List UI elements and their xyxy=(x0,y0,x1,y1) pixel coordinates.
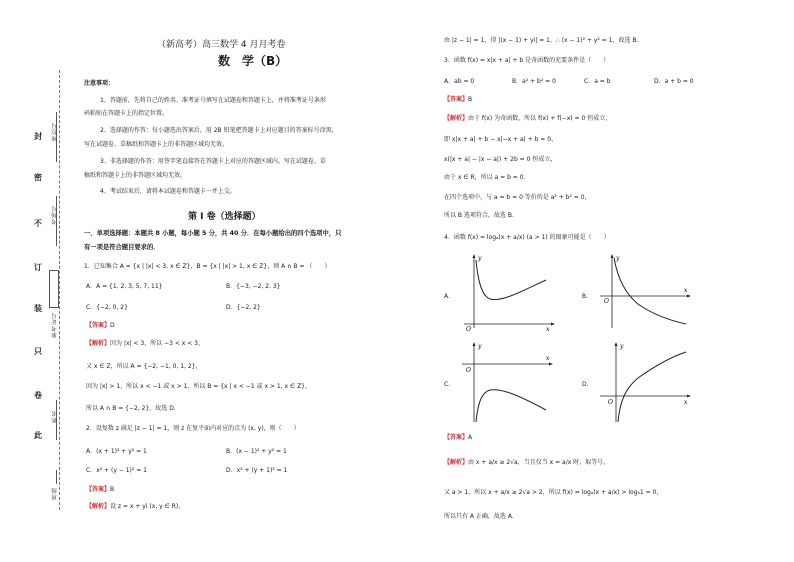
seat-number-line xyxy=(56,112,57,162)
section-intro: 一、单项选择题：本题共 8 小题，每小题 5 分，共 40 分．在每小题给出的四个选项中，只 xyxy=(84,230,342,237)
q4-answer xyxy=(444,434,472,442)
notes-item: 码粘贴在答题卡上的指定位置。 xyxy=(84,110,169,117)
binding-char: 不 xyxy=(34,219,42,228)
q1-answer xyxy=(86,322,115,330)
answer-tag: 【答案】 xyxy=(444,96,469,103)
q2-solution-cont: 由 |z − 1| = 1，得 |(x − 1) + yi| = 1，∴ (x − 1)² + y² = 1，故选 B． xyxy=(444,37,643,44)
q4-solution-line: 所以只有 A 正确，故选 A． xyxy=(444,513,518,520)
name-label: 姓名 xyxy=(52,410,58,423)
q4-solution-line: 又 a > 1，所以 x + a/x ≥ 2√a > 2，所以 f(x) = logₐ(x + a/x) > logₐ1 = 0， xyxy=(444,489,663,496)
binding-char: 订 xyxy=(34,263,42,272)
q3-solution-line: 所以 B 选项符合，故选 B． xyxy=(444,212,518,219)
axis-y-label: y xyxy=(620,343,624,350)
q2-option-c: C．x² + (y − 1)² = 1 xyxy=(86,467,147,474)
q4-answer-value: A xyxy=(468,434,473,441)
q4-graph-c xyxy=(458,340,558,426)
axis-x-label: x xyxy=(684,287,688,294)
q1-answer-value: D xyxy=(110,322,115,329)
q4-stem: 4．函数 f(x) = logₐ(x + a/x) (a > 1) 的图象可能是（ ） xyxy=(444,234,610,241)
origin-label: O xyxy=(608,399,613,406)
ticket-number-box xyxy=(49,270,59,308)
class-label: 班级 xyxy=(52,487,58,500)
analysis-tag: 【解析】 xyxy=(444,115,469,122)
answer-tag: 【答案】 xyxy=(444,434,469,441)
exam-title: （新高考）高三数学 4 月月考卷 xyxy=(157,40,286,50)
q1-option-a: A．A = {1, 2, 3, 5, 7, 11} xyxy=(86,283,163,290)
binding-char: 此 xyxy=(34,431,42,440)
origin-label: O xyxy=(604,298,609,305)
notes-item: 4、考试结束后，请将本试题卷和答题卡一并上交。 xyxy=(100,188,236,195)
binding-char: 只 xyxy=(34,347,42,356)
q1-option-d: D．{−2, 2} xyxy=(226,304,261,311)
axis-x-label: x xyxy=(684,399,688,406)
q3-solution-line: 在四个选项中，与 a = b = 0 等价的是 a² + b² = 0， xyxy=(444,194,591,201)
binding-char: 卷 xyxy=(34,391,42,400)
axis-x-label: x xyxy=(546,355,550,362)
notes-item: 3、非选择题的作答：用签字笔直接答在答题卡上对应的答题区域内。写在试题卷、草 xyxy=(100,158,326,165)
q2-option-b: B．(x − 1)² + y² = 1 xyxy=(226,448,287,455)
q3-option-d: D．a + b = 0 xyxy=(654,78,694,85)
q4-solution xyxy=(444,459,609,467)
notes-item: 2、选择题的作答：每小题选出答案后，用 2B 铅笔把答题卡上对应题目的答案标号涂黑， xyxy=(100,127,338,134)
notes-item: 1、答题前，先将自己的姓名、准考证号填写在试题卷和答题卡上，并将准考证号条形 xyxy=(100,97,326,104)
q1-solution-line: 因为 |x| > 1，所以 x < −1 或 x > 1，所以 B = {x | x < −1 或 x > 1, x ∈ Z}， xyxy=(86,383,311,390)
binding-char: 封 xyxy=(34,132,42,141)
q4-graph-label-d: D． xyxy=(582,381,593,388)
analysis-tag: 【解析】 xyxy=(86,340,111,347)
origin-label: O xyxy=(466,367,471,374)
analysis-tag: 【解析】 xyxy=(444,459,469,466)
q1-solution-line: 又 x ∈ Z，所以 A = {−2, −1, 0, 1, 2}， xyxy=(86,363,202,370)
q1-solution-line: 因为 |x| < 3，所以 −3 < x < 3， xyxy=(110,340,204,347)
axis-x-label: x xyxy=(546,326,550,332)
q1-solution xyxy=(86,340,204,348)
q2-solution-line: 设 z = x + yi (x, y ∈ R)， xyxy=(110,503,185,510)
q2-option-a: A．(x + 1)² + y² = 1 xyxy=(86,448,147,455)
answer-tag: 【答案】 xyxy=(86,486,111,493)
q3-solution-line: 即 x|x + a| + b − x|−x + a| + b = 0， xyxy=(444,136,558,143)
q1-option-b: B．{−3, −2, 2, 3} xyxy=(226,283,281,290)
q1-solution-line: 所以 A ∩ B = {−2, 2}，故选 D． xyxy=(86,405,180,412)
axis-y-label: y xyxy=(478,343,482,350)
exam-room-line xyxy=(56,196,57,246)
binding-line xyxy=(59,70,60,510)
q2-option-d: D．x² + (y + 1)² = 1 xyxy=(226,467,288,474)
q3-solution-line: x(|x + a| − |x − a|) + 2b = 0 恒成立， xyxy=(444,156,557,163)
q2-answer-value: B xyxy=(110,486,115,493)
q1-stem: 1．已知集合 A = {x | |x| < 3, x ∈ Z}，B = {x | |x| > 1, x ∈ Z}，则 A ∩ B = （ ） xyxy=(84,263,331,270)
axis-y-label: y xyxy=(478,255,482,262)
q4-graph-label-b: B． xyxy=(582,293,593,300)
q4-graph-d xyxy=(596,340,696,426)
q3-option-a: A．ab = 0 xyxy=(444,78,475,85)
q4-graph-a xyxy=(458,252,558,332)
q3-option-c: C．a = b xyxy=(584,78,611,85)
origin-label: O xyxy=(466,326,471,332)
q3-answer-value: B xyxy=(468,96,473,103)
class-line xyxy=(56,470,57,484)
name-line xyxy=(56,400,57,440)
q3-option-b: B．a² + b² = 0 xyxy=(512,78,556,85)
q2-stem: 2．设复数 z 满足 |z − 1| = 1，则 z 在复平面内对应的点为 (x, y)，则（ ） xyxy=(86,425,300,432)
q4-solution-line: 由 x + a/x ≥ 2√a，当且仅当 x = a/x 时，取等号， xyxy=(468,459,610,466)
section-intro: 有一项是符合题目要求的． xyxy=(84,244,160,251)
q4-graph-label-c: C． xyxy=(444,381,455,388)
answer-tag: 【答案】 xyxy=(86,322,111,329)
ticket-number-label: 准考证号 xyxy=(52,312,58,338)
binding-char: 密 xyxy=(34,173,42,182)
axis-y-label: y xyxy=(616,255,620,262)
notes-item: 稿纸和答题卡上的非答题区域均无效。 xyxy=(84,172,187,179)
q1-option-c: C．{−2, 0, 2} xyxy=(86,304,128,311)
q2-answer xyxy=(86,486,114,494)
q3-solution xyxy=(444,115,611,123)
subject-title: 数 学（B） xyxy=(218,54,288,68)
q3-answer xyxy=(444,96,472,104)
exam-room-label: 考场号 xyxy=(52,205,58,225)
notes-item: 写在试题卷、草稿纸和答题卡上的非答题区域均无效。 xyxy=(84,141,229,148)
q3-solution-line: 由于 x ∈ R，所以 a = b = 0． xyxy=(444,174,530,181)
q4-graph-label-a: A． xyxy=(444,293,455,300)
notes-title: 注意事项： xyxy=(84,80,115,87)
analysis-tag: 【解析】 xyxy=(86,503,111,510)
binding-char: 装 xyxy=(34,304,42,313)
section-title: 第 I 卷（选择题） xyxy=(188,212,261,222)
seat-number-label: 座位号 xyxy=(52,122,58,142)
q3-solution-line: 由于 f(x) 为奇函数，所以 f(x) + f(−x) = 0 恒成立， xyxy=(468,115,612,122)
q3-stem: 3．函数 f(x) = x|x + a| + b 是奇函数的充要条件是（ ） xyxy=(444,57,610,64)
q2-solution xyxy=(86,503,184,511)
q4-graph-b xyxy=(596,252,696,332)
